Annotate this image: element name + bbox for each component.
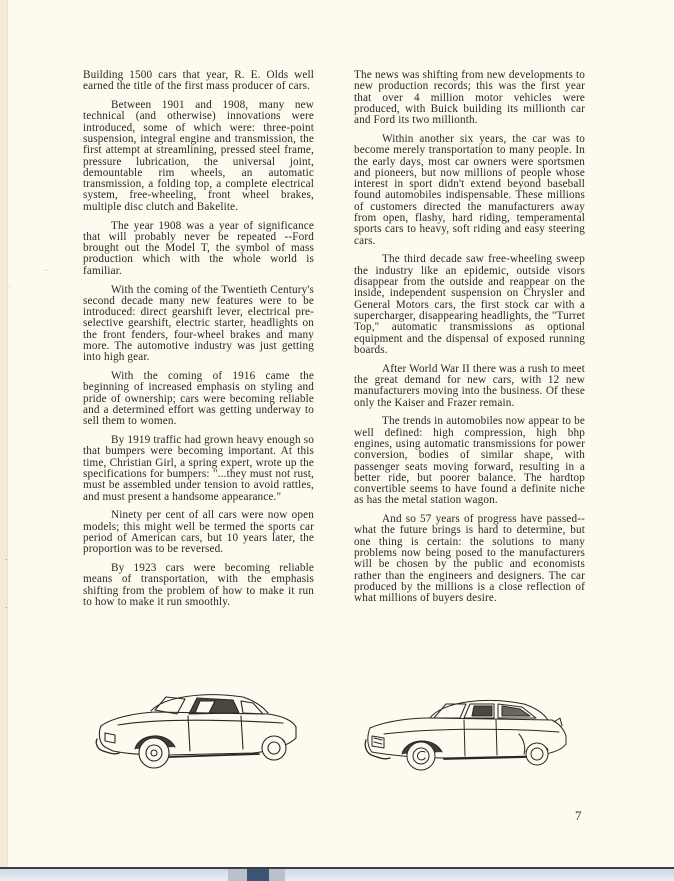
left-text-column [83, 70, 314, 616]
page-left-margin [0, 0, 11, 867]
paragraph: After World War II there was a rush to meet the great demand for new cars, with 12 new manufacturers moving into the business. Of these only the Kaiser and Frazer remain. [354, 362, 585, 409]
coupe-car-illustration [93, 683, 311, 771]
binding-mark: · [5, 556, 8, 564]
sedan-car-illustration [364, 690, 574, 772]
paragraph: And so 57 years of progress have passed--what the future brings is hard to determine, but one thing is certain: the solutions to many problems now being posed to the manufacturers will be chosen by the public and economists rather than the engineers and designers. The car produced by the millions is a close reflection of what millions of buyers desire. [354, 513, 585, 605]
paragraph: Between 1901 and 1908, many new technical (and otherwise) innovations were introduced, some of which were: three-point suspension, integral engine and transmission, the first attempt at streamlining, pressed steel frame, pressure lubrication, the universal joint, demountable rim wheels, an automatic transmission, a folding top, a complete electrical system, free-wheeling, front wheel brakes, multiple disc clutch and Bakelite. [83, 99, 314, 213]
paper-speck: · [8, 283, 11, 291]
paragraph: By 1919 traffic had grown heavy enough so that bumpers were becoming important. At this time, Christian Girl, a spring expert, wrote up the specifications for bumpers: "...they must not rust, must be assembled under tension to avoid rattles, and must present a handsome appearance." [83, 434, 314, 503]
paper-speck: ~ [45, 267, 49, 275]
paragraph: With the coming of the Twentieth Century's second decade many new features were to be introduced: direct gearshift lever, electrical pre-selective gearshift, electric starter, headlights on the front fenders, four-wheel brakes and many more. The automotive industry was just getting into high gear. [83, 283, 314, 364]
scanner-background-strip [0, 869, 674, 881]
paragraph: The year 1908 was a year of significance that will probably never be repeated --Ford brought out the Model T, the symbol of mass production which with the whole world is familiar. [83, 219, 314, 277]
paragraph: The trends in automobiles now appear to be well defined: high compression, high bhp engines, using automatic transmissions for power conversion, bodies of similar shape, with passenger seats moving forward, resulting in a better ride, but poorer balance. The hardtop convertible seems to have found a definite niche as has the metal station wagon. [354, 415, 585, 507]
paragraph: Within another six years, the car was to become merely transportation to many people. In the early days, most car owners were sportsmen and pioneers, but now millions of people whose interest in sport didn't extend beyond baseball found automobiles indispensable. These millions of customers directed the manufacturers away from open, flashy, hard riding, temperamental sports cars to heavy, soft riding and easy steering cars. [354, 132, 585, 247]
right-text-column [354, 70, 585, 612]
page-number: 7 [575, 808, 582, 823]
paragraph: The news was shifting from new developments to new production records; this was the first year that over 4 million motor vehicles were produced, with Buick building its millionth car and Ford its two millionth. [354, 69, 585, 127]
paragraph: Building 1500 cars that year, R. E. Olds well earned the title of the first mass producer of cars. [83, 69, 314, 93]
paragraph: By 1923 cars were becoming reliable means of transportation, with the emphasis shifting from the problem of how to make it run to how to make it run smoothly. [83, 562, 314, 608]
paragraph: The third decade saw free-wheeling sweep the industry like an epidemic, outside visors disappear from the outside and reappear on the inside, independent suspension on Chrysler and General Motors cars, the first stock car with a supercharger, disappearing headlights, the "Turret Top," automatic transmissions as optional equipment and the dispensal of exposed running boards. [354, 253, 585, 356]
paragraph: With the coming of 1916 came the beginning of increased emphasis on styling and pride of ownership; cars were becoming reliable and a determined effort was getting underway to sell them to women. [83, 370, 314, 428]
paragraph: Ninety per cent of all cars were now open models; this might well be termed the sports car period of American cars, but 10 years later, the proportion was to be reversed. [83, 509, 314, 556]
binder-clip-shadow [247, 869, 269, 881]
binding-mark: · [5, 604, 8, 612]
